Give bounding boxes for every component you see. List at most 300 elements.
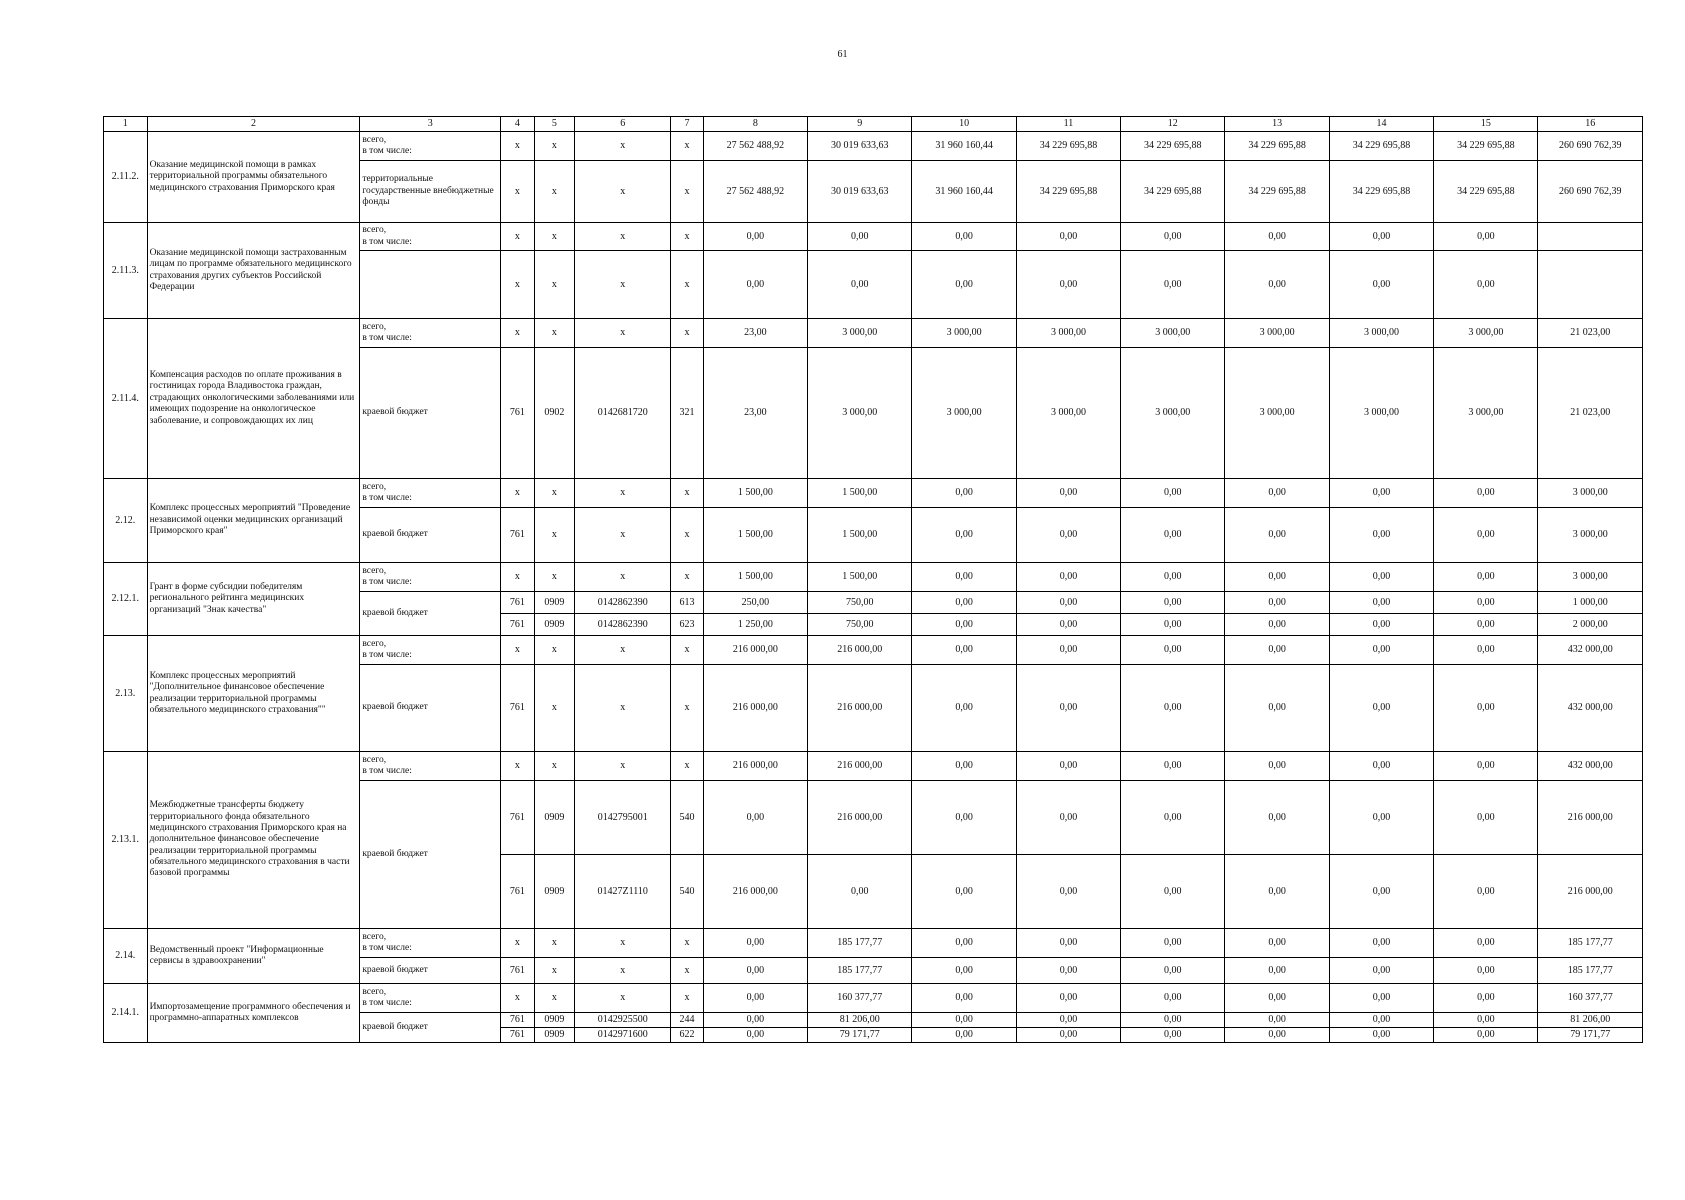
table-row: [104, 319, 1643, 348]
row-name: Грант в форме субсидии победителям регионального рейтинга медицинских организаций "Знак качества": [147, 563, 360, 636]
cell-year-15: 0,00: [1434, 929, 1538, 958]
cell-year-11: 0,00: [1016, 563, 1120, 592]
cell-rzpr: 0909: [534, 1028, 575, 1043]
funding-source: всего, в том числе:: [360, 752, 501, 781]
cell-year-15: 3 000,00: [1434, 319, 1538, 348]
cell-grbs: x: [501, 319, 534, 348]
funding-source: краевой бюджет: [360, 508, 501, 563]
cell-year-12: 3 000,00: [1121, 319, 1225, 348]
cell-year-14: 0,00: [1329, 614, 1433, 636]
cell-year-13: 3 000,00: [1225, 348, 1329, 479]
cell-year-9: 3 000,00: [808, 319, 912, 348]
cell-year-8: 250,00: [703, 592, 807, 614]
cell-year-10: 0,00: [912, 984, 1016, 1013]
cell-year-8: 216 000,00: [703, 665, 807, 752]
cell-year-16: 21 023,00: [1538, 319, 1643, 348]
cell-year-11: 0,00: [1016, 614, 1120, 636]
cell-year-11: 0,00: [1016, 958, 1120, 984]
cell-grbs: x: [501, 223, 534, 251]
cell-year-12: 0,00: [1121, 929, 1225, 958]
cell-year-12: 34 229 695,88: [1121, 132, 1225, 161]
column-header-13: 13: [1225, 117, 1329, 132]
row-code: 2.12.: [104, 479, 148, 563]
cell-year-15: 0,00: [1434, 958, 1538, 984]
cell-year-14: 0,00: [1329, 592, 1433, 614]
cell-year-13: 0,00: [1225, 636, 1329, 665]
cell-year-13: 0,00: [1225, 929, 1329, 958]
funding-source: краевой бюджет: [360, 348, 501, 479]
cell-vr: x: [671, 563, 703, 592]
cell-year-9: 1 500,00: [808, 479, 912, 508]
column-header-5: 5: [534, 117, 575, 132]
cell-year-12: 0,00: [1121, 1013, 1225, 1028]
cell-vr: 321: [671, 348, 703, 479]
cell-year-9: 1 500,00: [808, 508, 912, 563]
cell-year-8: 0,00: [703, 929, 807, 958]
row-code: 2.13.1.: [104, 752, 148, 929]
cell-grbs: 761: [501, 614, 534, 636]
cell-year-9: 216 000,00: [808, 781, 912, 855]
cell-year-16: 160 377,77: [1538, 984, 1643, 1013]
cell-year-16: 216 000,00: [1538, 781, 1643, 855]
column-header-3: 3: [360, 117, 501, 132]
cell-year-9: 0,00: [808, 855, 912, 929]
cell-year-10: 0,00: [912, 958, 1016, 984]
cell-year-12: 0,00: [1121, 636, 1225, 665]
cell-year-11: 3 000,00: [1016, 348, 1120, 479]
cell-year-9: 0,00: [808, 251, 912, 319]
cell-vr: x: [671, 161, 703, 223]
cell-year-13: 0,00: [1225, 563, 1329, 592]
cell-year-16: 185 177,77: [1538, 958, 1643, 984]
row-name: Ведомственный проект "Информационные сервисы в здравоохранении": [147, 929, 360, 984]
cell-year-15: 0,00: [1434, 223, 1538, 251]
cell-grbs: 761: [501, 665, 534, 752]
cell-year-11: 34 229 695,88: [1016, 161, 1120, 223]
cell-year-11: 0,00: [1016, 479, 1120, 508]
funding-source: краевой бюджет: [360, 592, 501, 636]
cell-rzpr: x: [534, 223, 575, 251]
cell-year-10: 0,00: [912, 508, 1016, 563]
cell-csr: x: [575, 251, 671, 319]
column-header-12: 12: [1121, 117, 1225, 132]
cell-year-13: 34 229 695,88: [1225, 161, 1329, 223]
cell-year-13: 0,00: [1225, 508, 1329, 563]
cell-rzpr: 0909: [534, 614, 575, 636]
cell-year-8: 216 000,00: [703, 855, 807, 929]
cell-grbs: x: [501, 929, 534, 958]
cell-year-8: 0,00: [703, 1013, 807, 1028]
cell-csr: x: [575, 132, 671, 161]
cell-rzpr: 0902: [534, 348, 575, 479]
cell-rzpr: x: [534, 319, 575, 348]
cell-year-11: 0,00: [1016, 929, 1120, 958]
cell-grbs: 761: [501, 1013, 534, 1028]
cell-vr: 613: [671, 592, 703, 614]
column-header-8: 8: [703, 117, 807, 132]
cell-year-12: 0,00: [1121, 614, 1225, 636]
cell-csr: x: [575, 958, 671, 984]
cell-year-12: 0,00: [1121, 563, 1225, 592]
cell-year-15: 0,00: [1434, 665, 1538, 752]
cell-vr: 540: [671, 855, 703, 929]
cell-year-9: 30 019 633,63: [808, 161, 912, 223]
cell-year-9: 750,00: [808, 614, 912, 636]
cell-csr: 0142971600: [575, 1028, 671, 1043]
cell-rzpr: 0909: [534, 855, 575, 929]
cell-rzpr: x: [534, 563, 575, 592]
cell-year-12: 0,00: [1121, 251, 1225, 319]
cell-year-16: 3 000,00: [1538, 479, 1643, 508]
cell-grbs: 761: [501, 958, 534, 984]
cell-year-8: 0,00: [703, 1028, 807, 1043]
cell-rzpr: x: [534, 132, 575, 161]
cell-year-14: 0,00: [1329, 636, 1433, 665]
cell-year-16: 260 690 762,39: [1538, 132, 1643, 161]
cell-year-14: 0,00: [1329, 984, 1433, 1013]
cell-year-14: 0,00: [1329, 855, 1433, 929]
cell-vr: x: [671, 132, 703, 161]
cell-year-11: 0,00: [1016, 223, 1120, 251]
cell-year-12: 0,00: [1121, 855, 1225, 929]
cell-grbs: x: [501, 251, 534, 319]
cell-year-8: 23,00: [703, 348, 807, 479]
cell-csr: 0142862390: [575, 614, 671, 636]
row-code: 2.11.3.: [104, 223, 148, 319]
cell-year-10: 0,00: [912, 479, 1016, 508]
cell-year-15: 0,00: [1434, 752, 1538, 781]
cell-year-16: 432 000,00: [1538, 665, 1643, 752]
column-header-16: 16: [1538, 117, 1643, 132]
cell-vr: x: [671, 479, 703, 508]
cell-vr: 623: [671, 614, 703, 636]
cell-grbs: 761: [501, 855, 534, 929]
cell-year-15: 0,00: [1434, 592, 1538, 614]
cell-vr: x: [671, 508, 703, 563]
cell-year-15: 0,00: [1434, 563, 1538, 592]
table-row: [104, 563, 1643, 592]
cell-year-9: 216 000,00: [808, 636, 912, 665]
cell-year-13: 0,00: [1225, 614, 1329, 636]
cell-csr: x: [575, 508, 671, 563]
cell-year-13: 0,00: [1225, 958, 1329, 984]
cell-csr: x: [575, 223, 671, 251]
table-row: [104, 132, 1643, 161]
cell-csr: x: [575, 929, 671, 958]
cell-csr: 0142862390: [575, 592, 671, 614]
cell-year-9: 216 000,00: [808, 752, 912, 781]
cell-year-15: 0,00: [1434, 636, 1538, 665]
cell-year-12: 0,00: [1121, 752, 1225, 781]
cell-rzpr: x: [534, 251, 575, 319]
cell-year-13: 0,00: [1225, 223, 1329, 251]
cell-vr: x: [671, 752, 703, 781]
cell-csr: 01427Z1110: [575, 855, 671, 929]
column-header-7: 7: [671, 117, 703, 132]
cell-year-13: 0,00: [1225, 781, 1329, 855]
cell-year-16: 216 000,00: [1538, 855, 1643, 929]
cell-year-12: 0,00: [1121, 1028, 1225, 1043]
cell-year-11: 34 229 695,88: [1016, 132, 1120, 161]
cell-year-8: 1 500,00: [703, 563, 807, 592]
row-name: Межбюджетные трансферты бюджету территориального фонда обязательного медицинского страхования Приморского края на дополнительное финансовое обеспечение реализации территориальной программы обязательного медицинского страхования в части базовой программы: [147, 752, 360, 929]
cell-year-10: 0,00: [912, 1028, 1016, 1043]
cell-year-12: 0,00: [1121, 665, 1225, 752]
cell-vr: x: [671, 929, 703, 958]
cell-year-9: 160 377,77: [808, 984, 912, 1013]
row-name: Комплекс процессных мероприятий "Дополнительное финансовое обеспечение реализации территориальной программы обязательного медицинского страхования"": [147, 636, 360, 752]
cell-vr: x: [671, 958, 703, 984]
cell-grbs: 761: [501, 781, 534, 855]
row-code: 2.11.4.: [104, 319, 148, 479]
cell-year-8: 1 250,00: [703, 614, 807, 636]
cell-year-15: 0,00: [1434, 614, 1538, 636]
cell-year-14: 0,00: [1329, 752, 1433, 781]
cell-year-10: 31 960 160,44: [912, 132, 1016, 161]
cell-year-13: 0,00: [1225, 855, 1329, 929]
funding-source: всего, в том числе:: [360, 929, 501, 958]
cell-grbs: x: [501, 984, 534, 1013]
cell-year-11: 0,00: [1016, 984, 1120, 1013]
funding-source: всего, в том числе:: [360, 223, 501, 251]
cell-vr: x: [671, 984, 703, 1013]
cell-year-15: 0,00: [1434, 855, 1538, 929]
row-code: 2.14.: [104, 929, 148, 984]
cell-year-8: 0,00: [703, 223, 807, 251]
cell-year-11: 0,00: [1016, 1013, 1120, 1028]
cell-year-12: 34 229 695,88: [1121, 161, 1225, 223]
column-header-10: 10: [912, 117, 1016, 132]
cell-year-15: 34 229 695,88: [1434, 161, 1538, 223]
cell-vr: x: [671, 636, 703, 665]
cell-grbs: 761: [501, 348, 534, 479]
cell-year-14: 0,00: [1329, 251, 1433, 319]
cell-year-8: 23,00: [703, 319, 807, 348]
cell-year-10: 0,00: [912, 929, 1016, 958]
cell-grbs: x: [501, 636, 534, 665]
cell-year-15: 0,00: [1434, 781, 1538, 855]
table-row: [104, 223, 1643, 251]
cell-year-9: 1 500,00: [808, 563, 912, 592]
table-row: [104, 636, 1643, 665]
row-name: Импортозамещение программного обеспечения и программно-аппаратных комплексов: [147, 984, 360, 1043]
cell-year-16: 81 206,00: [1538, 1013, 1643, 1028]
column-header-14: 14: [1329, 117, 1433, 132]
cell-year-8: 216 000,00: [703, 752, 807, 781]
funding-source: краевой бюджет: [360, 958, 501, 984]
cell-year-13: 0,00: [1225, 1013, 1329, 1028]
cell-year-15: 34 229 695,88: [1434, 132, 1538, 161]
cell-year-16: 260 690 762,39: [1538, 161, 1643, 223]
cell-year-12: 0,00: [1121, 984, 1225, 1013]
table-row: [104, 984, 1643, 1013]
cell-rzpr: x: [534, 665, 575, 752]
cell-year-10: 0,00: [912, 563, 1016, 592]
cell-year-14: 0,00: [1329, 665, 1433, 752]
cell-year-15: 0,00: [1434, 251, 1538, 319]
cell-year-10: 0,00: [912, 752, 1016, 781]
cell-year-14: 34 229 695,88: [1329, 132, 1433, 161]
cell-year-11: 0,00: [1016, 781, 1120, 855]
cell-year-13: 0,00: [1225, 984, 1329, 1013]
row-code: 2.11.2.: [104, 132, 148, 223]
cell-year-8: 27 562 488,92: [703, 161, 807, 223]
cell-rzpr: x: [534, 929, 575, 958]
cell-rzpr: 0909: [534, 1013, 575, 1028]
cell-grbs: 761: [501, 1028, 534, 1043]
cell-year-8: 0,00: [703, 781, 807, 855]
cell-year-14: 0,00: [1329, 958, 1433, 984]
cell-csr: x: [575, 479, 671, 508]
cell-year-10: 3 000,00: [912, 348, 1016, 479]
cell-year-16: 432 000,00: [1538, 752, 1643, 781]
cell-vr: x: [671, 319, 703, 348]
cell-year-14: 34 229 695,88: [1329, 161, 1433, 223]
funding-source: [360, 251, 501, 319]
cell-year-11: 0,00: [1016, 752, 1120, 781]
cell-year-14: 0,00: [1329, 781, 1433, 855]
cell-year-8: 0,00: [703, 251, 807, 319]
funding-source: краевой бюджет: [360, 665, 501, 752]
cell-year-12: 3 000,00: [1121, 348, 1225, 479]
cell-grbs: x: [501, 752, 534, 781]
column-header-11: 11: [1016, 117, 1120, 132]
column-header-2: 2: [147, 117, 360, 132]
funding-source: краевой бюджет: [360, 1013, 501, 1043]
row-code: 2.13.: [104, 636, 148, 752]
cell-csr: 0142925500: [575, 1013, 671, 1028]
cell-grbs: x: [501, 132, 534, 161]
cell-csr: x: [575, 563, 671, 592]
cell-rzpr: x: [534, 958, 575, 984]
cell-year-10: 0,00: [912, 614, 1016, 636]
cell-vr: x: [671, 251, 703, 319]
cell-rzpr: 0909: [534, 592, 575, 614]
cell-year-9: 79 171,77: [808, 1028, 912, 1043]
funding-source: всего, в том числе:: [360, 563, 501, 592]
cell-grbs: 761: [501, 508, 534, 563]
cell-year-14: 0,00: [1329, 1028, 1433, 1043]
cell-year-8: 0,00: [703, 958, 807, 984]
cell-year-15: 0,00: [1434, 1028, 1538, 1043]
cell-year-16: 21 023,00: [1538, 348, 1643, 479]
cell-year-16: 185 177,77: [1538, 929, 1643, 958]
column-header-1: 1: [104, 117, 148, 132]
cell-year-13: 3 000,00: [1225, 319, 1329, 348]
cell-year-14: 0,00: [1329, 479, 1433, 508]
header-row: [104, 117, 1643, 132]
cell-year-11: 0,00: [1016, 636, 1120, 665]
cell-year-11: 0,00: [1016, 508, 1120, 563]
cell-year-13: 0,00: [1225, 251, 1329, 319]
cell-rzpr: x: [534, 479, 575, 508]
cell-csr: x: [575, 636, 671, 665]
funding-source: всего, в том числе:: [360, 984, 501, 1013]
cell-csr: x: [575, 752, 671, 781]
cell-rzpr: x: [534, 636, 575, 665]
row-name: Комплекс процессных мероприятий "Проведение независимой оценки медицинских организаций Приморского края": [147, 479, 360, 563]
cell-year-13: 0,00: [1225, 479, 1329, 508]
cell-year-13: 0,00: [1225, 752, 1329, 781]
cell-year-10: 0,00: [912, 1013, 1016, 1028]
cell-year-15: 3 000,00: [1434, 348, 1538, 479]
cell-year-10: 31 960 160,44: [912, 161, 1016, 223]
cell-year-16: 1 000,00: [1538, 592, 1643, 614]
cell-grbs: x: [501, 161, 534, 223]
cell-year-16: 2 000,00: [1538, 614, 1643, 636]
cell-year-11: 0,00: [1016, 1028, 1120, 1043]
cell-rzpr: 0909: [534, 781, 575, 855]
row-name: Компенсация расходов по оплате проживания в гостиницах города Владивостока граждан, страдающих онкологическими заболеваниями или имеющих подозрение на онкологическое заболевание, и сопровождающих их лиц: [147, 319, 360, 479]
cell-csr: x: [575, 161, 671, 223]
cell-year-14: 3 000,00: [1329, 348, 1433, 479]
cell-year-12: 0,00: [1121, 958, 1225, 984]
budget-table: [103, 116, 1643, 1043]
cell-year-15: 0,00: [1434, 1013, 1538, 1028]
cell-csr: 0142795001: [575, 781, 671, 855]
cell-year-10: 0,00: [912, 855, 1016, 929]
page-number: 61: [837, 49, 848, 60]
cell-year-14: 0,00: [1329, 563, 1433, 592]
table-row: [104, 752, 1643, 781]
cell-grbs: 761: [501, 592, 534, 614]
cell-csr: x: [575, 984, 671, 1013]
row-code: 2.14.1.: [104, 984, 148, 1043]
cell-year-8: 1 500,00: [703, 479, 807, 508]
cell-grbs: x: [501, 479, 534, 508]
cell-year-14: 0,00: [1329, 223, 1433, 251]
cell-year-11: 0,00: [1016, 665, 1120, 752]
cell-year-12: 0,00: [1121, 479, 1225, 508]
cell-year-8: 0,00: [703, 984, 807, 1013]
funding-source: всего, в том числе:: [360, 132, 501, 161]
column-header-4: 4: [501, 117, 534, 132]
cell-vr: 622: [671, 1028, 703, 1043]
cell-year-10: 0,00: [912, 251, 1016, 319]
column-header-6: 6: [575, 117, 671, 132]
cell-vr: x: [671, 665, 703, 752]
cell-vr: x: [671, 223, 703, 251]
cell-year-11: 0,00: [1016, 592, 1120, 614]
cell-year-16: 432 000,00: [1538, 636, 1643, 665]
cell-rzpr: x: [534, 984, 575, 1013]
cell-csr: x: [575, 665, 671, 752]
cell-year-9: 3 000,00: [808, 348, 912, 479]
cell-year-15: 0,00: [1434, 479, 1538, 508]
cell-year-9: 0,00: [808, 223, 912, 251]
row-name: Оказание медицинской помощи в рамках территориальной программы обязательного медицинского страхования Приморского края: [147, 132, 360, 223]
cell-year-11: 0,00: [1016, 251, 1120, 319]
cell-vr: 244: [671, 1013, 703, 1028]
cell-year-8: 216 000,00: [703, 636, 807, 665]
cell-year-16: 3 000,00: [1538, 563, 1643, 592]
funding-source: всего, в том числе:: [360, 319, 501, 348]
cell-year-9: 185 177,77: [808, 958, 912, 984]
funding-source: всего, в том числе:: [360, 479, 501, 508]
cell-year-10: 0,00: [912, 592, 1016, 614]
table-row: [104, 479, 1643, 508]
cell-year-12: 0,00: [1121, 508, 1225, 563]
cell-year-13: 0,00: [1225, 1028, 1329, 1043]
funding-source: краевой бюджет: [360, 781, 501, 929]
cell-year-10: 0,00: [912, 781, 1016, 855]
column-header-15: 15: [1434, 117, 1538, 132]
cell-year-15: 0,00: [1434, 508, 1538, 563]
cell-year-16: [1538, 251, 1643, 319]
cell-year-10: 0,00: [912, 223, 1016, 251]
cell-rzpr: x: [534, 508, 575, 563]
cell-csr: 0142681720: [575, 348, 671, 479]
